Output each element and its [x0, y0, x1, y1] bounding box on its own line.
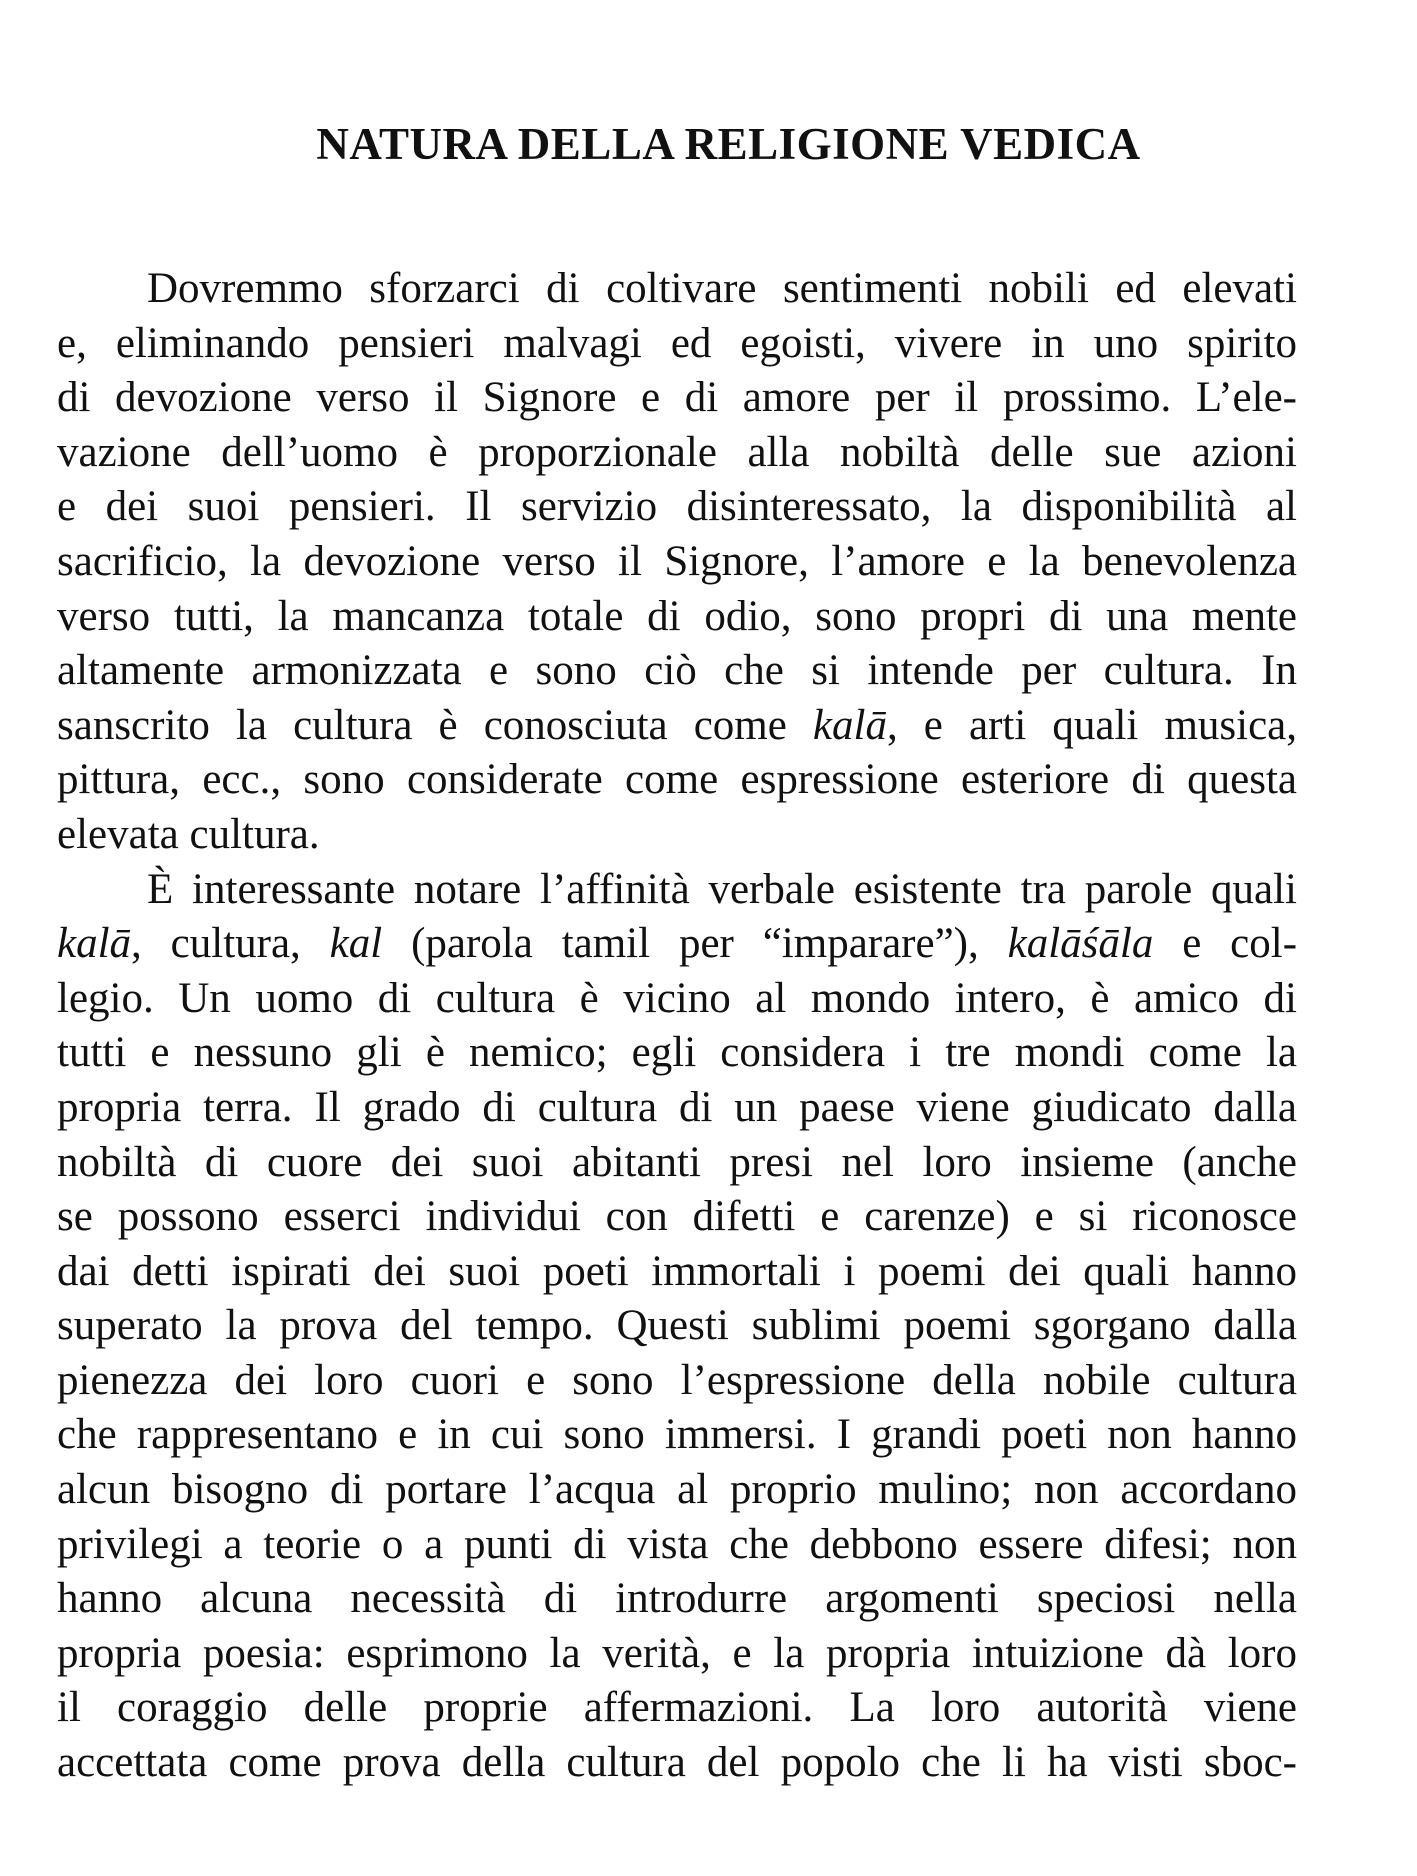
- text-line: propria terra. Il grado di cultura di un paese viene giudicato dalla: [57, 1083, 1297, 1131]
- italic-term: kalāśāla: [1007, 920, 1154, 968]
- page-title: NATURA DELLA RELIGIONE VEDICA: [316, 119, 1141, 169]
- text-line: dai detti ispirati dei suoi poeti immortali i poemi dei quali hanno: [57, 1247, 1297, 1295]
- text-line: alcun bisogno di portare l’acqua al proprio mulino; non accordano: [57, 1466, 1297, 1514]
- text-line: altamente armonizzata e sono ciò che si intende per cultura. In: [57, 647, 1297, 695]
- text-line: privilegi a teorie o a punti di vista che debbono essere difesi; non: [57, 1520, 1297, 1568]
- text-line: tutti e nessuno gli è nemico; egli considera i tre mondi come la: [57, 1029, 1297, 1077]
- text-line: legio. Un uomo di cultura è vicino al mondo intero, è amico di: [57, 974, 1297, 1022]
- text-line: se possono esserci individui con difetti e carenze) e si riconosce: [57, 1193, 1297, 1241]
- text-line: di devozione verso il Signore e di amore per il prossimo. L’ele-: [57, 374, 1297, 422]
- text-span: , cultura,: [131, 920, 330, 968]
- text-line: pittura, ecc., sono considerate come espressione esteriore di questa: [57, 756, 1297, 804]
- text-line: elevata cultura.: [57, 810, 320, 858]
- text-line: che rappresentano e in cui sono immersi. I grandi poeti non hanno: [57, 1411, 1297, 1459]
- text-span: (parola tamil per “imparare”),: [382, 920, 1008, 968]
- text-line: e, eliminando pensieri malvagi ed egoisti, vivere in uno spirito: [57, 319, 1297, 367]
- text-line: È interessante notare l’affinità verbale esistente tra parole quali: [147, 865, 1297, 913]
- text-line: vazione dell’uomo è proporzionale alla nobiltà delle sue azioni: [57, 428, 1297, 476]
- text-line: il coraggio delle proprie affermazioni. La loro autorità viene: [57, 1684, 1297, 1732]
- italic-term: kal: [329, 920, 383, 968]
- text-line: verso tutti, la mancanza totale di odio, sono propri di una mente: [57, 592, 1297, 640]
- text-line: hanno alcuna necessità di introdurre argomenti speciosi nella: [57, 1575, 1297, 1623]
- text-span: e col-: [1153, 920, 1297, 968]
- text-line: [57, 917, 1297, 972]
- italic-term: kalā: [812, 701, 887, 749]
- text-span: sanscrito la cultura è conosciuta come: [57, 701, 813, 749]
- text-line: superato la prova del tempo. Questi sublimi poemi sgorgano dalla: [57, 1302, 1297, 1350]
- text-line: e dei suoi pensieri. Il servizio disinteressato, la disponibilità al: [57, 483, 1297, 531]
- text-line: [57, 699, 1297, 754]
- text-line: nobiltà di cuore dei suoi abitanti presi nel loro insieme (anche: [57, 1138, 1297, 1186]
- text-line: pienezza dei loro cuori e sono l’espressione della nobile cultura: [57, 1356, 1297, 1404]
- text-span: , e arti quali musica,: [886, 701, 1297, 749]
- text-line: propria poesia: esprimono la verità, e la propria intuizione dà loro: [57, 1629, 1297, 1677]
- text-line: sacrificio, la devozione verso il Signore, l’amore e la benevolenza: [57, 537, 1297, 585]
- body-text: [57, 262, 1297, 1791]
- italic-term: kalā: [57, 920, 132, 968]
- text-line: Dovremmo sforzarci di coltivare sentimenti nobili ed elevati: [147, 265, 1297, 312]
- text-line: accettata come prova della cultura del popolo che li ha visti sboc-: [57, 1739, 1297, 1787]
